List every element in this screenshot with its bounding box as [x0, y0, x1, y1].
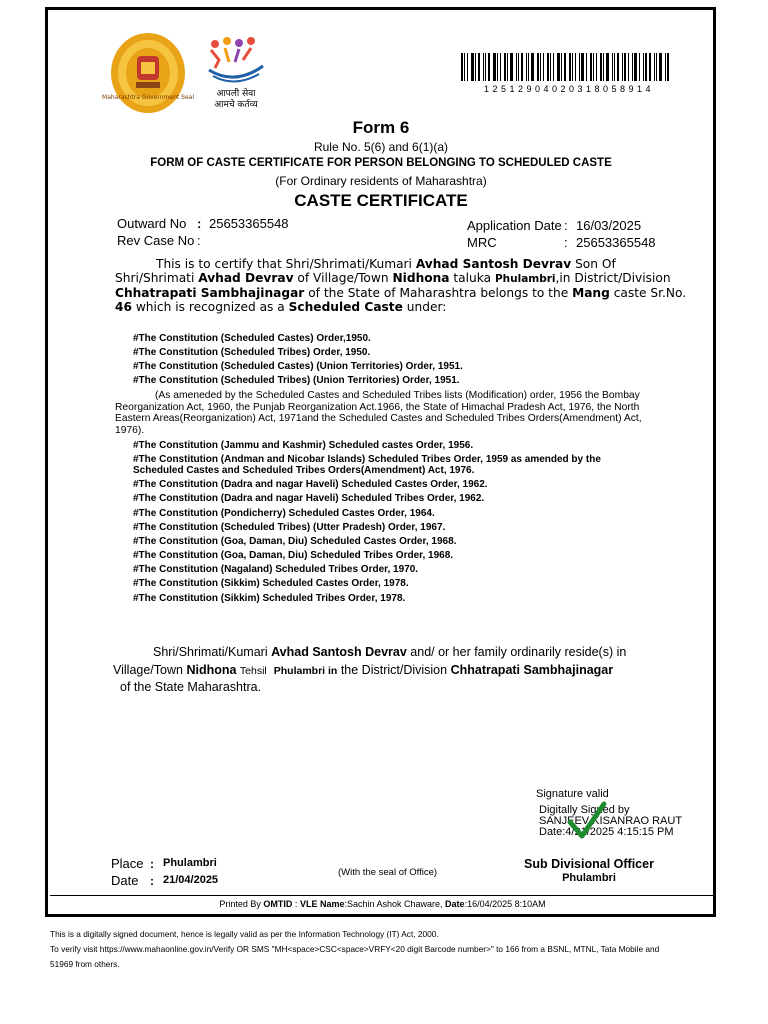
- barcode-bar: [575, 53, 576, 81]
- barcode-bar: [654, 53, 655, 81]
- residence-line-1: [153, 645, 626, 659]
- government-seal-icon: [102, 32, 194, 114]
- order-item: #The Constitution (Scheduled Tribes) Order, 1950.: [133, 347, 371, 358]
- order-item: #The Constitution (Dadra and nagar Haveli) Scheduled Tribes Order, 1962.: [133, 493, 485, 504]
- barcode-bar: [596, 53, 597, 81]
- certify-text-7: caste Sr.No.: [613, 286, 687, 300]
- application-date-colon: :: [564, 218, 568, 233]
- footer-divider: [50, 895, 715, 896]
- barcode-bar: [579, 53, 580, 81]
- residence-text-6: of the State Maharashtra.: [120, 680, 262, 694]
- logo-line-1: आपली सेवा: [216, 89, 256, 99]
- mrc-colon: :: [564, 235, 568, 250]
- signer-name: SANJEEV KISANRAO RAUT: [539, 815, 683, 827]
- certify-text-3: of Village/Town: [297, 271, 389, 285]
- barcode-bar: [590, 53, 592, 81]
- outward-label: Outward No: [117, 216, 187, 231]
- barcode-bar: [572, 53, 573, 81]
- residence-text-2: and/ or her family ordinarily reside(s) in: [406, 645, 627, 659]
- barcode-bar: [510, 53, 513, 81]
- date-value: 21/04/2025: [163, 874, 219, 886]
- barcode-bar: [526, 53, 527, 81]
- resident-district: Chhatrapati Sambhajinagar: [450, 663, 614, 677]
- barcode-number: 1 2 5 1 2 9 0 4 0 2 0 3 1 8 0 5 8 9 1 4: [483, 84, 652, 94]
- barcode-bar: [639, 53, 640, 81]
- barcode-bar: [561, 53, 562, 81]
- residence-text-3: Village/Town: [113, 663, 183, 677]
- barcode-bar: [475, 53, 476, 81]
- signed-by-label: Digitally Signed by: [539, 804, 630, 816]
- taluka-name: Phulambri: [494, 273, 556, 285]
- barcode-bar: [483, 53, 484, 81]
- caste-serial-number: 46: [115, 300, 132, 314]
- barcode-bar: [471, 53, 474, 81]
- place-value: Phulambri: [163, 857, 217, 869]
- certify-text-1: This is to certify that Shri/Shrimati/Kumari: [156, 257, 412, 271]
- barcode-bar: [600, 53, 602, 81]
- aaple-sarkar-logo-icon: [205, 36, 267, 88]
- order-item: #The Constitution (Scheduled Tribes) (Utter Pradesh) Order, 1967.: [133, 522, 446, 533]
- barcode-bar: [667, 53, 669, 81]
- certificate-title: CASTE CERTIFICATE: [294, 191, 468, 210]
- barcode-bar: [543, 53, 544, 81]
- barcode-bar: [649, 53, 651, 81]
- outward-colon: :: [197, 216, 202, 231]
- printed-by-line: [50, 899, 715, 909]
- barcode-bar: [628, 53, 629, 81]
- signature-valid: Signature valid: [536, 788, 609, 800]
- barcode-bar: [478, 53, 480, 81]
- barcode-bar: [537, 53, 539, 81]
- district-name: Chhatrapati Sambhajinagar: [115, 286, 305, 300]
- residence-text-1: Shri/Shrimati/Kumari: [153, 645, 268, 659]
- application-date-value: 16/03/2025: [576, 218, 642, 233]
- omtid-label: OMTID: [263, 899, 293, 909]
- printed-by-label: Printed By: [219, 899, 261, 909]
- order-item: Scheduled Castes and Scheduled Tribes Orders(Amendment) Act, 1976.: [133, 465, 475, 476]
- officer-place: Phulambri: [562, 872, 616, 884]
- certify-paragraph: [115, 257, 695, 314]
- order-item: #The Constitution (Nagaland) Scheduled Tribes Order, 1970.: [133, 564, 419, 575]
- barcode-bar: [540, 53, 541, 81]
- barcode-bar: [467, 53, 468, 81]
- legal-note-3: 51969 from others.: [50, 959, 120, 969]
- barcode-bar: [606, 53, 609, 81]
- barcode-bar: [632, 53, 633, 81]
- barcode-bar: [614, 53, 615, 81]
- barcode-bar: [461, 53, 463, 81]
- barcode-bar: [553, 53, 554, 81]
- barcode-bar: [531, 53, 534, 81]
- barcode: [461, 53, 674, 81]
- barcode-bar: [634, 53, 637, 81]
- barcode-bar: [550, 53, 551, 81]
- barcode-bar: [493, 53, 496, 81]
- resident-name: Avhad Santosh Devrav: [271, 645, 407, 659]
- order-item: #The Constitution (Dadra and nagar Haveli) Scheduled Castes Order, 1962.: [133, 479, 488, 490]
- barcode-bar: [485, 53, 486, 81]
- printed-separator: :: [292, 899, 300, 909]
- barcode-bar: [612, 53, 613, 81]
- date-colon: :: [150, 874, 154, 888]
- residence-text-5: the District/Division: [340, 663, 448, 677]
- barcode-bar: [586, 53, 587, 81]
- legal-notes: [50, 927, 730, 972]
- legal-note-1: This is a digitally signed document, hence is legally valid as per the Information Technology (IT) Act, 2000.: [50, 929, 439, 939]
- residents-note: (For Ordinary residents of Maharashtra): [275, 174, 487, 188]
- father-name: Avhad Devrav: [198, 271, 294, 285]
- barcode-bar: [665, 53, 666, 81]
- barcode-bar: [521, 53, 523, 81]
- seal-text: Maharashtra Government Seal: [102, 94, 194, 101]
- barcode-bar: [518, 53, 519, 81]
- order-item: #The Constitution (Sikkim) Scheduled Tribes Order, 1978.: [133, 593, 406, 604]
- order-item: #The Constitution (Pondicherry) Scheduled Castes Order, 1964.: [133, 508, 435, 519]
- certify-text-4: taluka: [453, 271, 492, 285]
- signature-date: Date:4/21/2025 4:15:15 PM: [539, 826, 674, 838]
- barcode-bar: [659, 53, 662, 81]
- amendment-note: (As ameneded by the Scheduled Castes and Scheduled Tribes lists (Modification) order, 1956 the Bombay Reorganization Act, 1960, the Punjab Reorganization Act.1966, the State of Himachal Pradesh Act, 1976, the North Eastern Areas(Reorganization) Act, 1971and the Scheduled Castes and Scheduled Tribes Orders(Amendment) Act, 1976).: [115, 390, 642, 436]
- vle-name-label: VLE Name: [299, 899, 345, 909]
- barcode-bar: [516, 53, 517, 81]
- logo-tagline: [205, 89, 267, 111]
- outward-value: 25653365548: [209, 216, 289, 231]
- date-label: Date: [111, 873, 139, 888]
- mrc-label: MRC: [467, 235, 497, 250]
- village-name: Nidhona: [392, 271, 450, 285]
- barcode-bar: [497, 53, 498, 81]
- barcode-bar: [528, 53, 529, 81]
- barcode-bar: [603, 53, 604, 81]
- barcode-bar: [643, 53, 644, 81]
- certify-text-8: which is recognized as a: [135, 300, 285, 314]
- place-colon: :: [150, 857, 154, 871]
- barcode-bar: [557, 53, 560, 81]
- checkmark-icon: [566, 800, 608, 842]
- certify-text-5: ,in District/Division: [555, 271, 671, 285]
- office-seal-note: (With the seal of Office): [338, 867, 438, 878]
- order-item: #The Constitution (Goa, Daman, Diu) Scheduled Castes Order, 1968.: [133, 536, 457, 547]
- residence-line-2: [113, 663, 613, 677]
- certify-text-9: under:: [406, 300, 447, 314]
- barcode-bar: [504, 53, 506, 81]
- barcode-bar: [645, 53, 647, 81]
- print-date-value: :16/04/2025 8:10AM: [464, 899, 546, 909]
- rev-case-label: Rev Case No: [117, 233, 195, 248]
- barcode-bar: [564, 53, 566, 81]
- barcode-bar: [617, 53, 619, 81]
- application-date-label: Application Date: [467, 218, 562, 233]
- order-item: #The Constitution (Andman and Nicobar Islands) Scheduled Tribes Order, 1959 as amended by the: [133, 454, 601, 465]
- barcode-bar: [507, 53, 508, 81]
- order-item: #The Constitution (Jammu and Kashmir) Scheduled castes Order, 1956.: [133, 440, 474, 451]
- barcode-bar: [464, 53, 465, 81]
- caste-name: Mang: [572, 286, 610, 300]
- caste-category: Scheduled Caste: [288, 300, 403, 314]
- certify-text-2: Son Of Shri/Shrimati: [115, 257, 616, 285]
- rule-number: Rule No. 5(6) and 6(1)(a): [313, 140, 449, 154]
- order-item: #The Constitution (Goa, Daman, Diu) Scheduled Tribes Order, 1968.: [133, 550, 454, 561]
- barcode-bar: [547, 53, 549, 81]
- barcode-bar: [581, 53, 584, 81]
- mrc-value: 25653365548: [576, 235, 656, 250]
- barcode-bar: [622, 53, 623, 81]
- barcode-bar: [488, 53, 490, 81]
- vle-name-value: :Sachin Ashok Chaware,: [344, 899, 443, 909]
- barcode-bar: [656, 53, 657, 81]
- order-item: #The Constitution (Sikkim) Scheduled Castes Order, 1978.: [133, 578, 409, 589]
- digital-signature-block: [539, 805, 682, 838]
- place-label: Place: [111, 856, 144, 871]
- applicant-name: Avhad Santosh Devrav: [415, 257, 572, 271]
- legal-note-2: To verify visit https://www.mahaonline.gov.in/Verify OR SMS "MH<space>CSC<space>VRFY<20 digit Barcode number>" to 166 from a BSNL, MTNL, Tata Mobile and: [50, 944, 660, 954]
- barcode-bar: [593, 53, 594, 81]
- form-title: Form 6: [352, 118, 410, 137]
- residence-text-4: Tehsil: [239, 665, 267, 677]
- form-heading: FORM OF CASTE CERTIFICATE FOR PERSON BELONGING TO SCHEDULED CASTE: [150, 157, 612, 169]
- certify-text-6: of the State of Maharashtra belongs to the: [308, 286, 569, 300]
- print-date-label: Date: [445, 899, 465, 909]
- order-item: #The Constitution (Scheduled Castes) (Union Territories) Order, 1951.: [133, 361, 463, 372]
- barcode-bar: [624, 53, 626, 81]
- order-item: #The Constitution (Scheduled Castes) Order,1950.: [133, 333, 371, 344]
- order-item: #The Constitution (Scheduled Tribes) (Union Territories) Order, 1951.: [133, 375, 460, 386]
- resident-village: Nidhona: [186, 663, 237, 677]
- logo-line-2: आमचे कर्तव्य: [214, 100, 258, 110]
- rev-case-colon: :: [197, 233, 201, 248]
- officer-title: Sub Divisional Officer: [524, 857, 654, 871]
- resident-tehsil: Phulambri in: [273, 665, 338, 677]
- barcode-bar: [569, 53, 571, 81]
- barcode-bar: [500, 53, 501, 81]
